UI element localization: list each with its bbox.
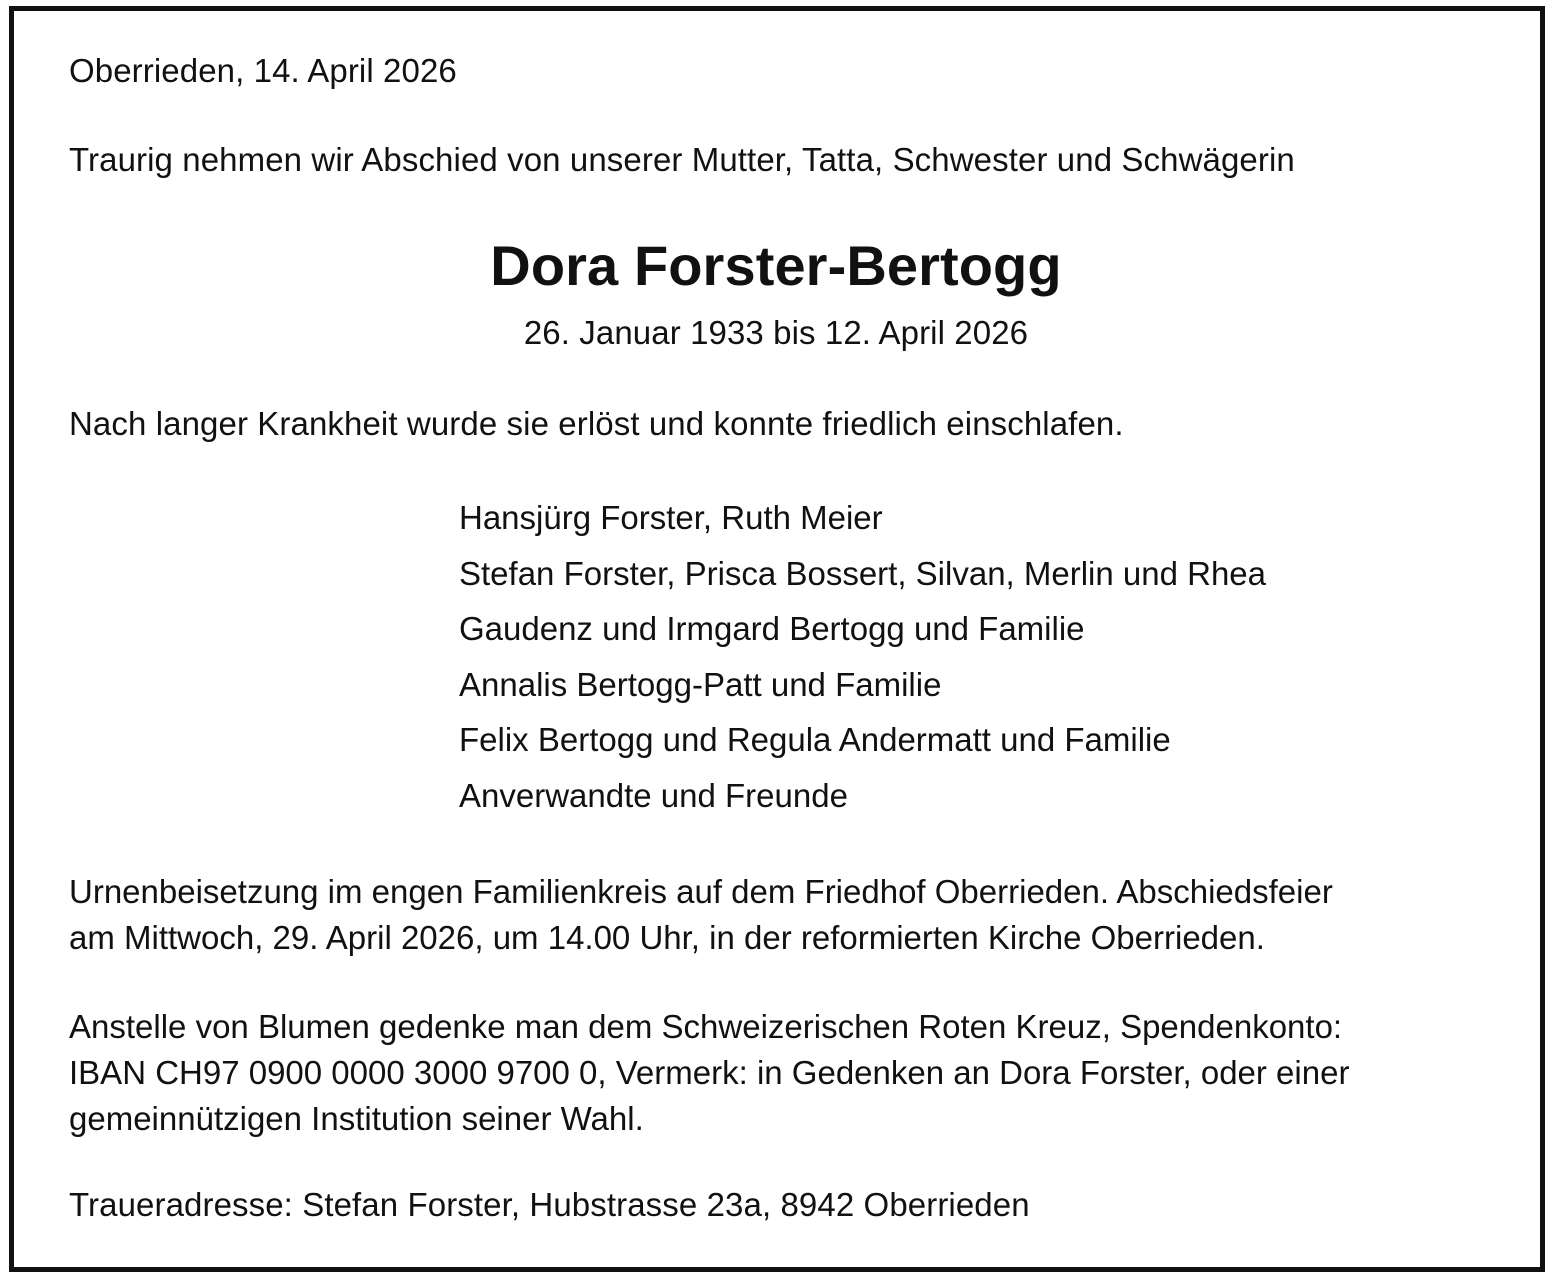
donation-line: Anstelle von Blumen gedenke man dem Schweizerischen Roten Kreuz, Spendenkonto: xyxy=(69,1008,1343,1045)
deceased-name: Dora Forster-Bertogg xyxy=(490,234,1062,297)
mourner-entry: Anverwandte und Freunde xyxy=(459,776,848,814)
mourner-entry: Stefan Forster, Prisca Bossert, Silvan, Merlin und Rhea xyxy=(459,554,1267,592)
burial-paragraph xyxy=(69,869,1509,961)
donation-line: gemeinnützigen Institution seiner Wahl. xyxy=(69,1100,644,1137)
mourner-entry: Annalis Bertogg-Patt und Familie xyxy=(459,665,942,703)
mourning-address: Traueradresse: Stefan Forster, Hubstrasse 23a, 8942 Oberrieden xyxy=(69,1186,1030,1223)
donation-line: IBAN CH97 0900 0000 3000 9700 0, Vermerk: in Gedenken an Dora Forster, oder einer xyxy=(69,1054,1350,1091)
burial-line: am Mittwoch, 29. April 2026, um 14.00 Uhr, in der reformierten Kirche Oberrieden. xyxy=(69,919,1265,956)
burial-line: Urnenbeisetzung im engen Familienkreis auf dem Friedhof Oberrieden. Abschiedsfeier xyxy=(69,873,1333,910)
life-dates: 26. Januar 1933 bis 12. April 2026 xyxy=(523,314,1029,351)
mourner-entry: Felix Bertogg und Regula Andermatt und Familie xyxy=(459,721,1171,759)
mourners-list xyxy=(459,490,1266,824)
intro-text: Traurig nehmen wir Abschied von unserer Mutter, Tatta, Schwester und Schwägerin xyxy=(69,141,1295,178)
mourner-entry: Hansjürg Forster, Ruth Meier xyxy=(459,499,883,536)
place-date: Oberrieden, 14. April 2026 xyxy=(69,52,457,89)
statement-text: Nach langer Krankheit wurde sie erlöst und konnte friedlich einschlafen. xyxy=(69,405,1124,442)
donation-paragraph xyxy=(69,1004,1509,1142)
mourner-entry: Gaudenz und Irmgard Bertogg und Familie xyxy=(459,610,1085,648)
